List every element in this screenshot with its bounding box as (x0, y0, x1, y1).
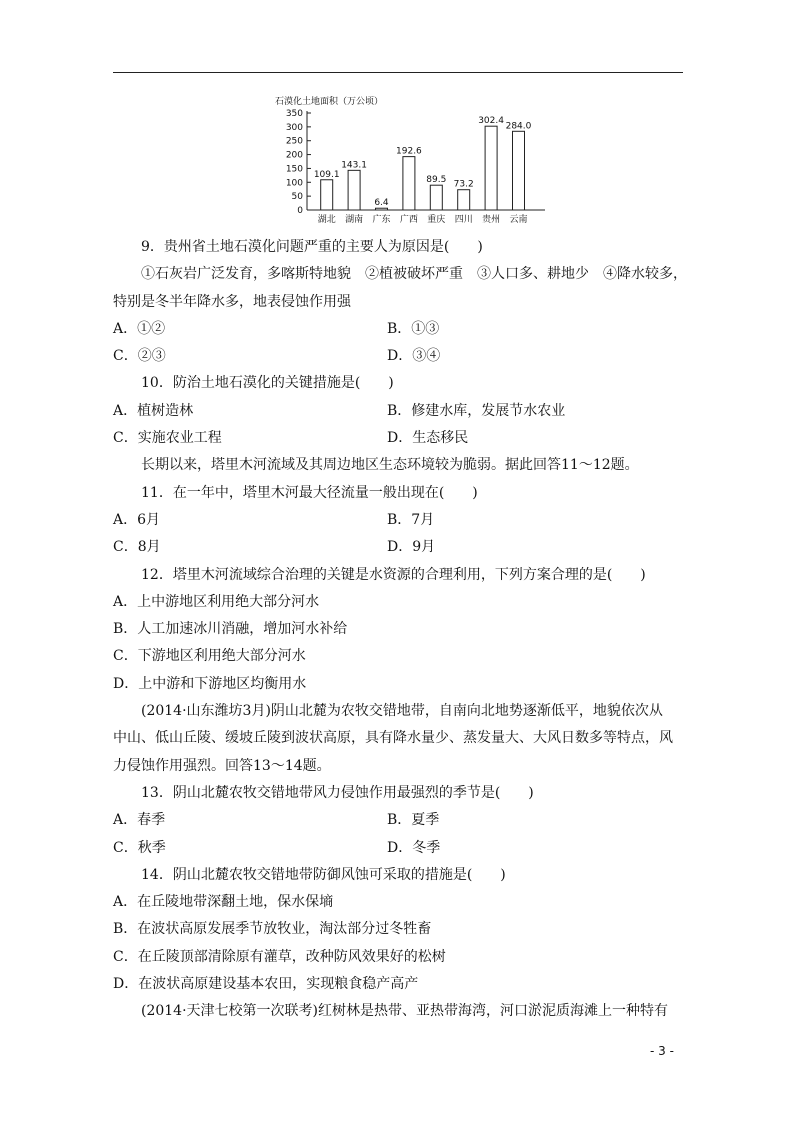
text-line: 长期以来，塔里木河流域及其周边地区生态环境较为脆弱。据此回答11～12题。 (141, 457, 639, 474)
option-left: C．实施农业工程 (113, 430, 222, 447)
option-left: A．①② (113, 320, 166, 337)
x-tick-label: 湖南 (345, 215, 364, 225)
bar-value-label: 109.1 (313, 169, 340, 180)
bar-value-label: 143.1 (341, 160, 367, 171)
text-line: 11．在一年中，塔里木河最大径流量一般出现在( ) (141, 484, 478, 501)
option-left: A．植树造林 (113, 402, 194, 419)
x-axis-labels (318, 213, 528, 225)
option-left: C．②③ (113, 348, 166, 365)
y-tick-label: 300 (285, 122, 303, 133)
bar (348, 170, 360, 210)
x-tick-label: 重庆 (427, 215, 446, 225)
header-rule (113, 72, 683, 73)
text-line: (2014·山东潍坊3月)阴山北麓为农牧交错地带，自南向北地势逐渐低平，地貌依次从 (141, 703, 663, 720)
text-line: B．人工加速冰川消融，增加河水补给 (113, 621, 348, 638)
x-tick-label: 贵州 (482, 215, 501, 225)
text-line: 9．贵州省土地石漠化问题严重的主要人为原因是( ) (141, 239, 483, 255)
bar-value-label: 302.4 (478, 116, 504, 127)
option-row (113, 343, 683, 370)
text-line: D．在波状高原建设基本农田，实现粮食稳产高产 (113, 976, 419, 993)
text-line: 力侵蚀作用强烈。回答13～14题。 (113, 757, 331, 774)
bar (513, 131, 525, 210)
x-tick-label: 广东 (372, 215, 391, 225)
x-tick-label: 广西 (399, 215, 418, 225)
option-row (113, 425, 683, 452)
bar-value-label: 89.5 (426, 175, 447, 186)
bar (430, 185, 442, 210)
text-line: 14．阴山北麓农牧交错地带防御风蚀可采取的措施是( ) (141, 866, 506, 883)
text-line: B．在波状高原发展季节放牧业，淘汰部分过冬牲畜 (113, 921, 432, 938)
text-line: (2014·天津七校第一次联考)红树林是热带、亚热带海湾，河口淤泥质海滩上一种特有 (141, 1003, 669, 1020)
option-row (113, 316, 683, 343)
question-body (113, 234, 687, 1026)
page-number: - 3 - (650, 1044, 674, 1058)
bar-value-label: 73.2 (453, 179, 474, 190)
option-row (113, 398, 683, 425)
y-tick-label: 200 (285, 150, 303, 161)
option-right: B．7月 (387, 511, 435, 528)
bar (321, 180, 333, 210)
option-row (113, 534, 683, 561)
text-line: A．在丘陵地带深翻土地，保水保墒 (113, 894, 334, 911)
x-tick-label: 云南 (509, 215, 528, 225)
y-tick-label: 150 (285, 164, 303, 175)
bar (458, 190, 470, 210)
x-tick-label: 湖北 (317, 215, 336, 225)
y-tick-label: 350 (285, 109, 303, 119)
bar (485, 126, 497, 210)
chart-title: 石漠化土地面积（万公顷） (275, 97, 384, 107)
option-right: D．③④ (387, 348, 441, 365)
text-line: D．上中游和下游地区均衡用水 (113, 675, 307, 692)
option-right: D．冬季 (387, 839, 441, 856)
text-line: 10．防治土地石漠化的关键措施是( ) (141, 375, 394, 392)
text-line: ①石灰岩广泛发育，多喀斯特地貌 ②植被破坏严重 ③人口多、耕地少 ④降水较多， (141, 266, 687, 283)
bar-value-label: 284.0 (505, 121, 532, 132)
y-tick-label: 0 (297, 206, 303, 216)
bar-value-label: 6.4 (374, 198, 389, 209)
option-right: B．夏季 (387, 812, 440, 829)
option-row (113, 507, 683, 534)
y-tick-label: 50 (291, 192, 303, 203)
text-line: C．在丘陵顶部清除原有灌草，改种防风效果好的松树 (113, 948, 446, 965)
option-left: A．6月 (113, 511, 161, 528)
bar-value-label: 192.6 (396, 146, 422, 157)
option-right: B．①③ (387, 320, 440, 337)
text-line: 特别是冬半年降水多，地表侵蚀作用强 (113, 293, 351, 310)
text-line: 中山、低山丘陵、缓坡丘陵到波状高原，具有降水量少、蒸发量大、大风日数多等特点，风 (113, 730, 673, 747)
text-line: 13．阴山北麓农牧交错地带风力侵蚀作用最强烈的季节是( ) (141, 784, 534, 801)
option-right: D．9月 (387, 539, 436, 556)
text-line: C．下游地区利用绝大部分河水 (113, 648, 306, 665)
option-row (113, 835, 683, 862)
option-row (113, 807, 683, 834)
bar (403, 157, 415, 210)
bar (376, 208, 388, 210)
y-tick-label: 250 (285, 136, 303, 147)
text-line: 12．塔里木河流域综合治理的关键是水资源的合理利用，下列方案合理的是( ) (141, 566, 646, 583)
text-line: A．上中游地区利用绝大部分河水 (113, 593, 320, 610)
x-tick-label: 四川 (454, 215, 473, 225)
bar-chart (265, 90, 555, 230)
option-left: C．8月 (113, 539, 161, 556)
y-tick-label: 100 (285, 178, 303, 189)
option-right: D．生态移民 (387, 430, 469, 447)
option-left: A．春季 (113, 812, 166, 829)
option-left: C．秋季 (113, 839, 166, 856)
option-right: B．修建水库，发展节水农业 (387, 402, 566, 419)
bars (314, 116, 532, 210)
